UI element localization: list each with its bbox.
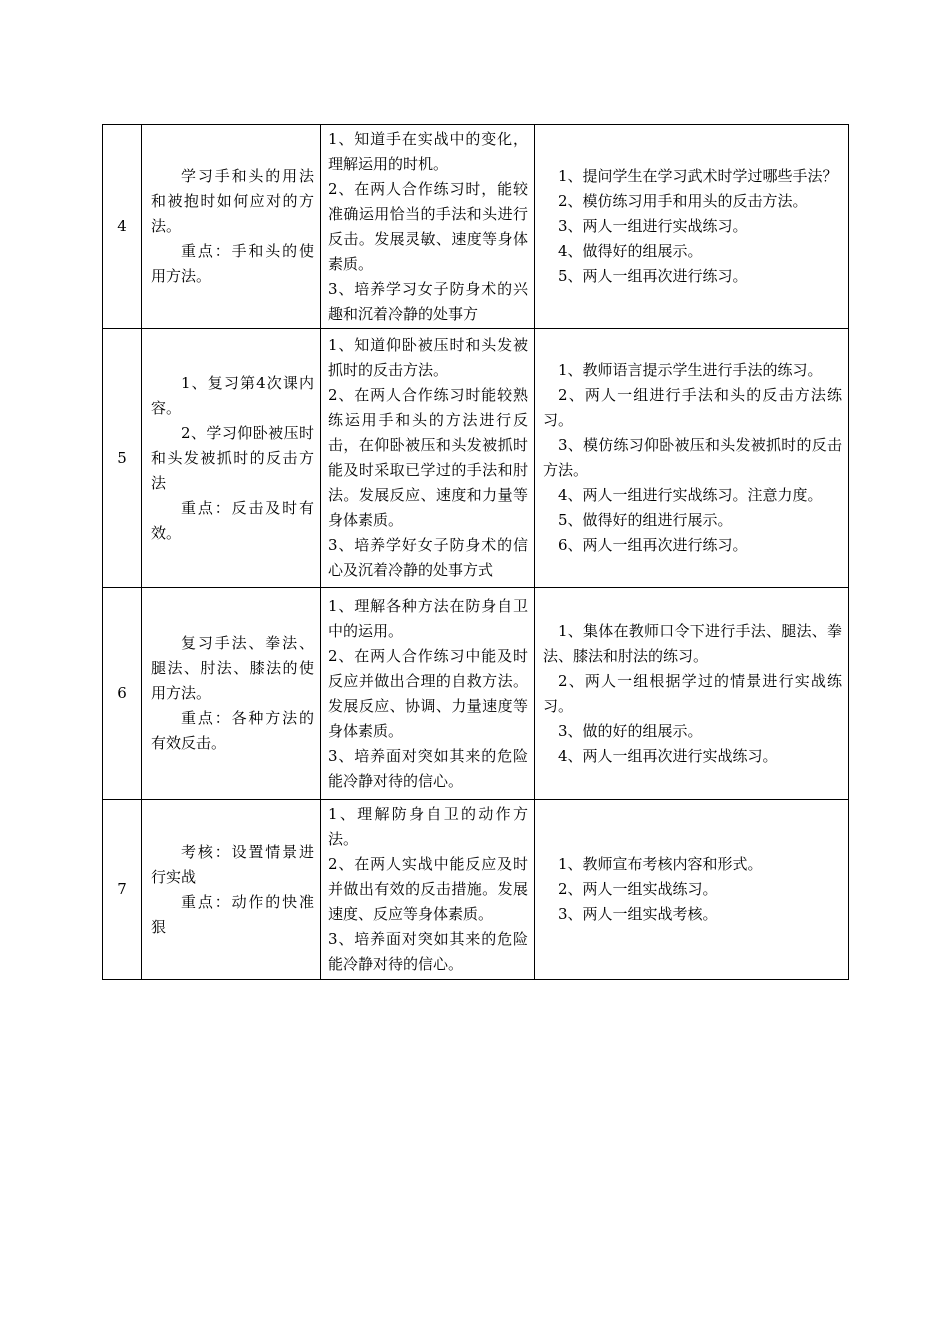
lesson-content-cell (142, 329, 321, 588)
step-item: 3、模仿练习仰卧被压和头发被抓时的反击方法。 (543, 436, 842, 479)
lesson-content-cell (142, 800, 321, 980)
lesson-goals-cell (321, 125, 535, 329)
lesson-steps-cell (535, 800, 849, 980)
lesson-content-cell (142, 125, 321, 329)
step-item: 3、做的好的组展示。 (558, 721, 703, 740)
lesson-number: 6 (103, 588, 142, 800)
content-key-point: 重点：反击及时有效。 (151, 498, 314, 542)
step-item: 5、两人一组再次进行练习。 (558, 267, 748, 285)
step-item: 4、两人一组再次进行实战练习。 (558, 746, 778, 765)
lesson-steps-cell (535, 329, 849, 588)
content-text: 1、复习第4次课内容。 (151, 373, 314, 417)
step-item: 1、提问学生在学习武术时学过哪些手法？ (558, 167, 838, 185)
content-text: 复习手法、拳法、腿法、肘法、膝法的使用方法。 (151, 634, 314, 702)
goal-item: 3、培养面对突如其来的危险能冷静对待的信心。 (328, 930, 528, 973)
table-row (103, 800, 849, 980)
content-text: 学习手和头的用法和被抱时如何应对的方法。 (151, 167, 314, 235)
step-item: 2、两人一组进行手法和头的反击方法练习。 (543, 386, 842, 429)
step-item: 1、集体在教师口令下进行手法、腿法、拳法、膝法和肘法的练习。 (543, 621, 842, 665)
table-row (103, 125, 849, 329)
content-key-point: 重点：动作的快准狠 (151, 892, 314, 936)
content-text: 2、学习仰卧被压时和头发被抓时的反击方法 (151, 423, 314, 492)
table-row (103, 588, 849, 800)
lesson-plan-table (102, 124, 849, 980)
goal-item: 1、理解各种方法在防身自卫中的运用。 (328, 596, 528, 640)
step-item: 2、模仿练习用手和用头的反击方法。 (558, 192, 808, 210)
goal-item: 2、在两人合作练习时，能较准确运用恰当的手法和头进行反击。发展灵敏、速度等身体素质。 (328, 179, 528, 273)
goal-item: 2、在两人合作练习中能及时反应并做出合理的自救方法。发展反应、协调、力量速度等身体素质。 (328, 646, 528, 740)
step-item: 2、两人一组实战练习。 (558, 880, 718, 898)
lesson-steps-cell (535, 125, 849, 329)
step-item: 1、教师语言提示学生进行手法的练习。 (558, 361, 823, 379)
lesson-content-cell (142, 588, 321, 800)
lesson-goals-cell (321, 800, 535, 980)
goal-item: 1、理解防身自卫的动作方法。 (328, 805, 528, 848)
step-item: 3、两人一组实战考核。 (558, 905, 718, 923)
goal-item: 1、知道手在实战中的变化，理解运用的时机。 (328, 129, 528, 173)
goal-item: 2、在两人合作练习时能较熟练运用手和头的方法进行反击，在仰卧被压和头发被抓时能及时采取已学过的手法和肘法。发展反应、速度和力量等身体素质。 (328, 386, 528, 529)
step-item: 5、做得好的组进行展示。 (558, 511, 733, 529)
step-item: 2、两人一组根据学过的情景进行实战练习。 (543, 671, 842, 715)
lesson-number: 7 (103, 800, 142, 980)
content-key-point: 重点：各种方法的有效反击。 (151, 709, 314, 752)
lesson-number: 5 (103, 329, 142, 588)
goal-item: 1、知道仰卧被压时和头发被抓时的反击方法。 (328, 336, 528, 379)
lesson-goals-cell (321, 329, 535, 588)
lesson-goals-cell (321, 588, 535, 800)
step-item: 1、教师宣布考核内容和形式。 (558, 855, 763, 873)
step-item: 4、做得好的组展示。 (558, 242, 703, 260)
table-row (103, 329, 849, 588)
goal-item: 2、在两人实战中能反应及时并做出有效的反击措施。发展速度、反应等身体素质。 (328, 855, 528, 923)
lesson-number: 4 (103, 125, 142, 329)
content-text: 考核：设置情景进行实战 (151, 842, 314, 886)
step-item: 3、两人一组进行实战练习。 (558, 217, 748, 235)
goal-item: 3、培养面对突如其来的危险能冷静对待的信心。 (328, 746, 528, 790)
step-item: 6、两人一组再次进行练习。 (558, 536, 748, 554)
step-item: 4、两人一组进行实战练习。注意力度。 (558, 486, 823, 504)
content-key-point: 重点：手和头的使用方法。 (151, 242, 314, 285)
goal-item: 3、培养学好女子防身术的信心及沉着冷静的处事方式 (328, 536, 528, 579)
goal-item: 3、培养学习女子防身术的兴趣和沉着冷静的处事方 (328, 279, 528, 323)
lesson-steps-cell (535, 588, 849, 800)
